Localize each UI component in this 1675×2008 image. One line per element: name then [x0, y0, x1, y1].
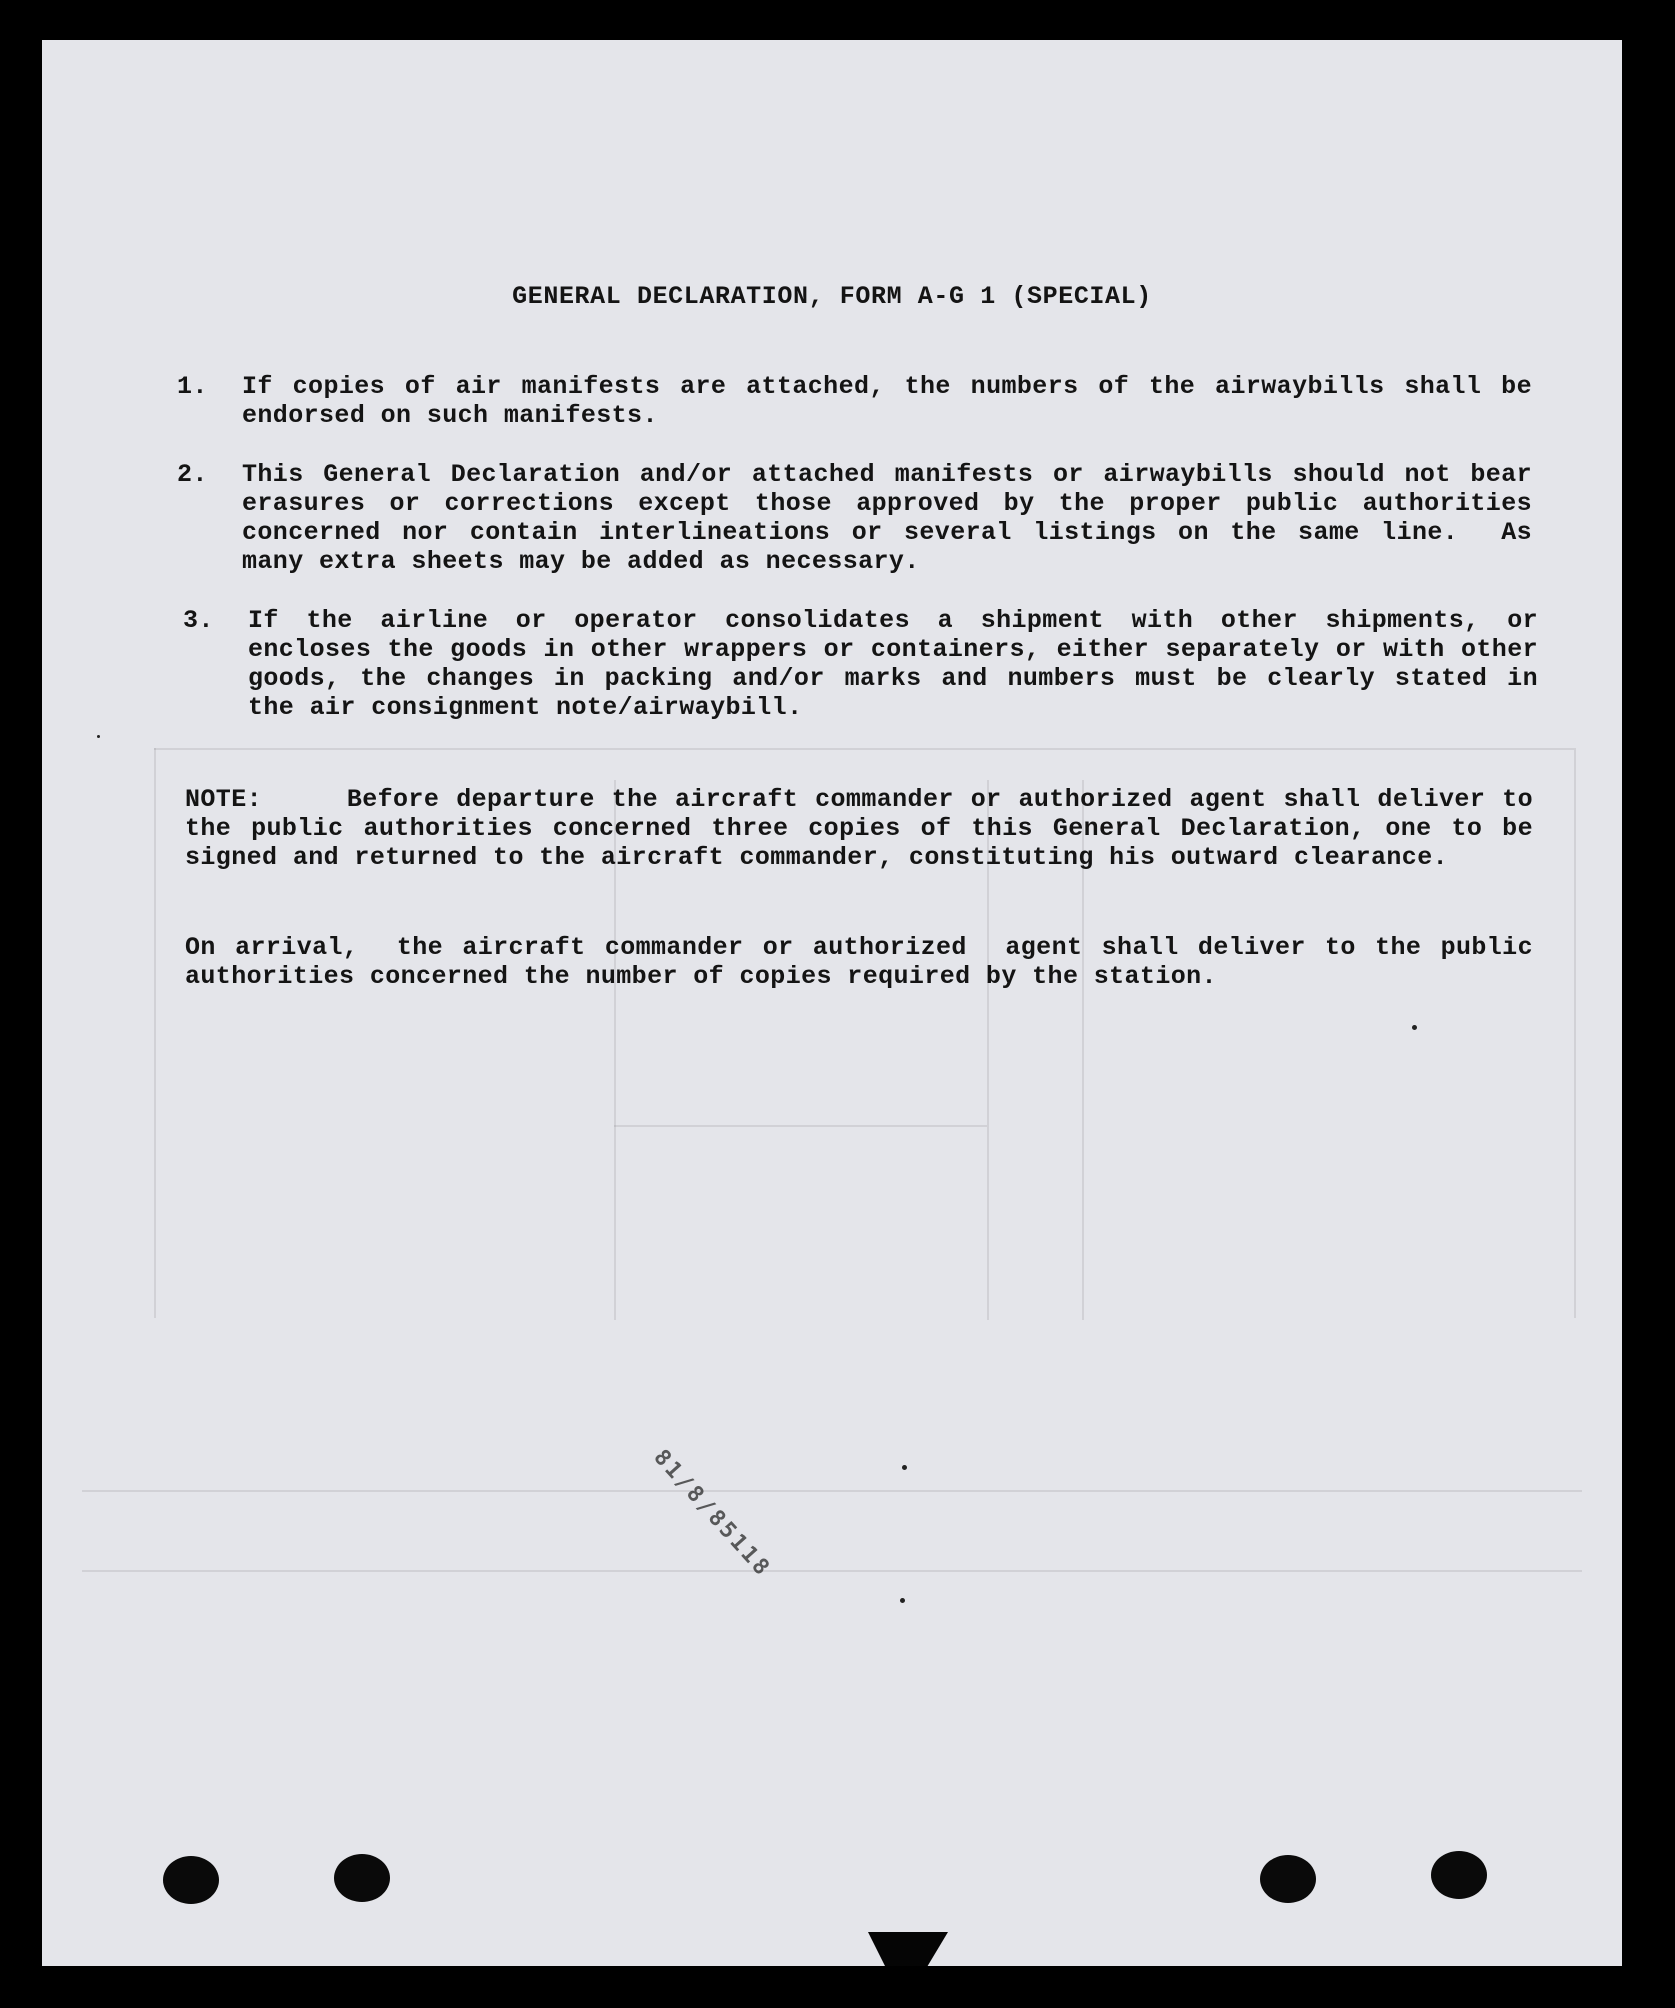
serial-stamp: 81/8/85118: [648, 1445, 776, 1583]
bleed-through-line: [614, 1125, 987, 1127]
note-paragraph: NOTE: Before departure the aircraft commander or authorized agent shall deliver to the public authorities concerned three copies of this General Declaration, one to be signed and returned to the aircraft commander, constituting his outward clearance.: [185, 785, 1549, 872]
bleed-through-line: [82, 1570, 1582, 1572]
bleed-through-line: [154, 748, 1574, 750]
speck: [1412, 1025, 1417, 1030]
item-number: 1.: [177, 372, 208, 401]
speck: [97, 735, 100, 738]
punch-hole: [334, 1854, 390, 1902]
bleed-through-line: [1574, 748, 1576, 1318]
punch-hole: [1260, 1855, 1316, 1903]
item-number: 3.: [183, 606, 214, 635]
document-title: GENERAL DECLARATION, FORM A-G 1 (SPECIAL): [512, 282, 1152, 311]
item-number: 2.: [177, 460, 208, 489]
page-edge-notch: [868, 1932, 948, 1966]
speck: [902, 1465, 907, 1470]
bleed-through-line: [154, 748, 156, 1318]
item-text: This General Declaration and/or attached manifests or airwaybills should not bear erasures or corrections except those approved by the proper public authorities concerned nor contain interlineations or several listings on the same line. As many extra sheets may be added as necessary.: [242, 460, 1548, 576]
punch-hole: [163, 1856, 219, 1904]
arrival-paragraph: On arrival, the aircraft commander or authorized agent shall deliver to the public authorities concerned the number of copies required by the station.: [185, 933, 1549, 991]
punch-hole: [1431, 1851, 1487, 1899]
item-text: If the airline or operator consolidates a shipment with other shipments, or encloses the goods in other wrappers or containers, either separately or with other goods, the changes in packing and/or marks and numbers must be clearly stated in the air consignment note/airwaybill.: [248, 606, 1554, 722]
item-text: If copies of air manifests are attached, the numbers of the airwaybills shall be endorsed on such manifests.: [242, 372, 1548, 430]
bleed-through-line: [82, 1490, 1582, 1492]
speck: [900, 1598, 905, 1603]
document-page: [42, 40, 1622, 1966]
